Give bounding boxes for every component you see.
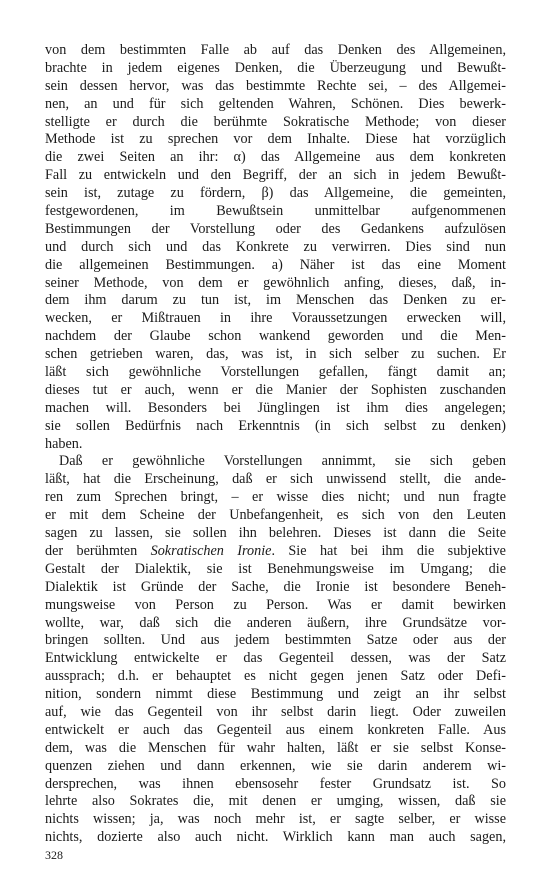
paragraph-1 [45,42,506,453]
text-fragment: . Sie hat bei ihm die subjektive [271,542,506,559]
text-line: und durch sich und das Konkrete zu verwirren. Dies sind nun [45,238,506,255]
text-line: Daß er gewöhnliche Vorstellungen annimmt, sie sich geben [59,453,506,470]
text-line: Entwicklung entwickelte er das Gegenteil dessen, was der Satz [45,650,506,667]
text-line: lehrte also Sokrates die, mit denen er umging, wissen, daß sie [45,793,506,810]
text-line: machen will. Besonders bei Jünglingen ist ihm dies angelegen; [45,399,506,416]
text-line: wecken, er Mißtrauen in ihre Voraussetzungen erwecken will, [45,310,506,327]
text-line: haben. [45,435,83,452]
text-line: nichts wissen; ja, was noch mehr ist, er sagte selber, er wisse [45,811,506,828]
text-line: wollte, war, daß sich die anderen äußern, ihre Grundsätze vor- [45,614,506,631]
text-line: bringen sollten. Und aus jedem bestimmten Satze oder aus der [45,632,506,649]
text-line: sagen zu lassen, sie sollen ihn belehren. Dieses ist dann die Seite [45,525,506,542]
text-line: dem ihm darum zu tun ist, im Menschen das Denken zu er- [45,292,506,309]
text-line: auf, wie das Gegenteil von ihr selbst darin liegt. Oder zuweilen [45,703,506,720]
text-line: von dem bestimmten Falle ab auf das Denken des Allgemeinen, [45,42,506,58]
text-line: die zwei Seiten an ihr: α) das Allgemeine aus dem konkreten [45,149,506,166]
text-line: sein dessen hervor, was das bestimmte Rechte sei, – des Allgemei- [45,77,506,94]
text-line: ren zum Sprechen bringt, – er wisse dies nicht; und nun fragte [45,489,506,506]
body-text [45,42,506,847]
text-line: dem, was die Menschen für wahr halten, läßt er sie selbst Konse- [45,739,506,756]
text-line: seiner Methode, von dem er gewöhnlich anfing, dieses, daß, in- [45,274,506,291]
text-line: nen, an und für sich geltenden Wahren, Schönen. Dies bewerk- [45,95,506,112]
text-line: dieses tut er auch, wenn er die Manier der Sophisten zuschanden [45,381,506,398]
text-line: mungsweise von Person zu Person. Was er damit bewirken [45,596,506,613]
text-line: Methode ist zu sprechen vor dem Inhalte. Diese hat vorzüglich [45,131,506,148]
text-line: Dialektik ist Gründe der Sache, die Ironie ist besondere Beneh- [45,578,506,595]
text-line: festgewordenen, im Bewußtsein unmittelbar aufgenommenen [45,203,506,220]
text-line: aussprach; d.h. er behauptet es nicht gegen jenen Satz oder Defi- [45,668,506,685]
text-line: dersprechen, was ihnen ebensosehr fester Grundsatz ist. So [45,775,506,792]
text-line: stelligte er durch die berühmte Sokratische Methode; von dieser [45,113,506,130]
text-line: Fall zu entwickeln und den Begriff, der an sich in jedem Bewußt- [45,167,506,184]
emphasis-sokratische-ironie: Sokratischen Ironie [150,542,272,559]
text-line: läßt, hat die Erscheinung, daß er sich unwissend stellt, die ande- [45,471,506,488]
paragraph-2 [45,453,506,847]
text-line: sein ist, zutage zu fördern, β) das Allgemeine, die gemeinten, [45,185,506,202]
text-line: brachte in jedem eigenes Denken, die Überzeugung und Bewußt- [45,59,506,76]
text-fragment: der berühmten [45,542,151,559]
text-line: die allgemeinen Bestimmungen. a) Näher ist das eine Moment [45,256,506,273]
text-line: entwickelt er auch das Gegenteil aus einem konkreten Falle. Aus [45,721,506,738]
text-line: quenzen ziehen und dann erkennen, wie sie darin anderem wi- [45,757,506,774]
page-number: 328 [45,848,63,862]
text-line: läßt sich gewöhnliche Vorstellungen gefallen, fängt damit an; [45,364,506,381]
text-line: schen getrieben waren, das, was ist, in sich selber zu suchen. Er [45,346,506,363]
text-line: Bestimmungen der Vorstellung oder des Gedankens aufzulösen [45,220,506,237]
text-line: nition, sondern nimmt diese Bestimmung und zeigt an ihr selbst [45,686,506,703]
text-line: sie sollen Bedürfnis nach Erkenntnis (in sich selbst zu denken) [45,417,506,434]
text-line: nachdem der Glaube schon wankend geworden und die Men- [45,328,506,345]
text-line [45,543,506,561]
text-line: er mit dem Scheine der Unbefangenheit, es sich von den Leuten [45,507,506,524]
text-line: Gestalt der Dialektik, sie ist Benehmungsweise im Umgang; die [45,560,506,577]
text-line: nichts, dozierte also auch nicht. Wirklich kann man auch sagen, [45,829,506,846]
